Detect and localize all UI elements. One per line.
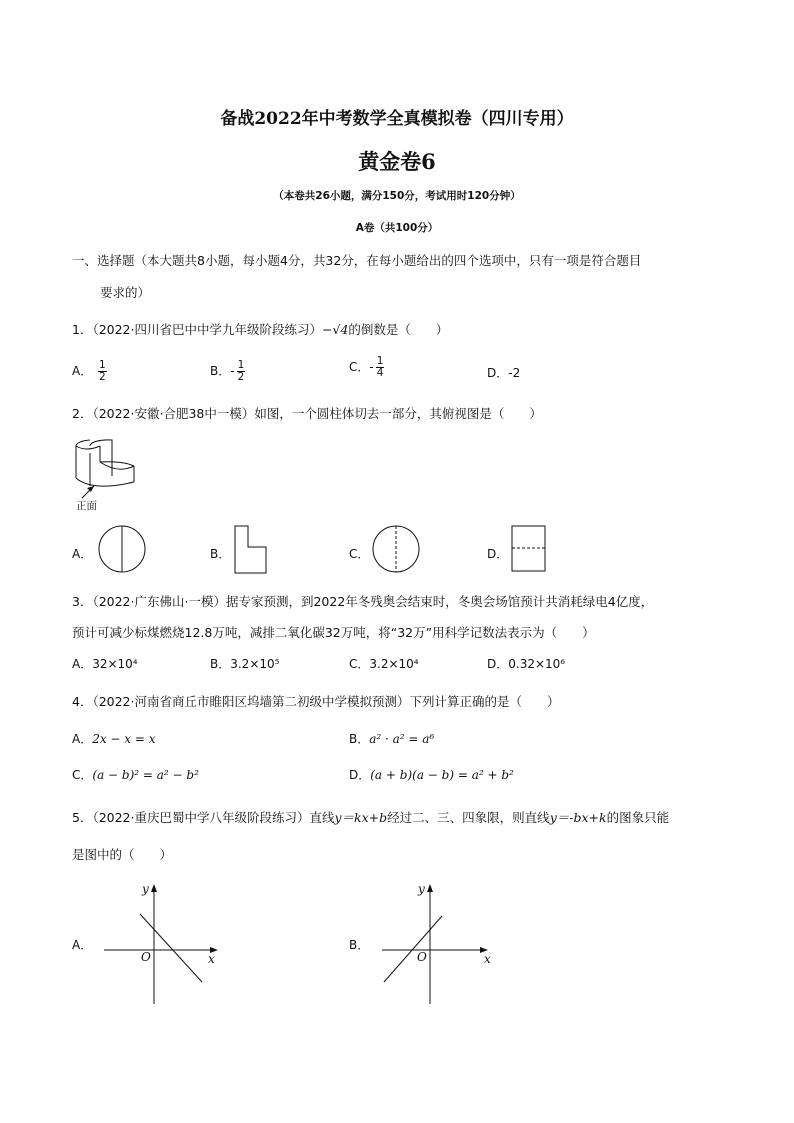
q1-a-denominator: 2 <box>99 371 106 383</box>
q5-b-axis-x: x <box>484 952 491 966</box>
q1-option-c[interactable] <box>349 356 384 379</box>
q2-option-c-label[interactable]: C． <box>349 547 370 561</box>
q1-c-numerator: 1 <box>376 355 384 367</box>
q4-option-b[interactable] <box>349 730 434 747</box>
q1-option-d[interactable] <box>487 364 520 381</box>
q1-option-a-fraction <box>98 360 107 383</box>
q1-option-c-fraction <box>376 356 385 379</box>
q4-stem: 4．（2022·河南省商丘市睢阳区坞墙第二初级中学模拟预测）下列计算正确的是（ ） <box>72 694 560 709</box>
q5-option-b-label[interactable]: B． <box>349 938 370 952</box>
q1-b-denominator: 2 <box>237 371 245 383</box>
q1-option-a-label: A． <box>72 364 93 378</box>
q4-option-c-label: C． <box>72 768 93 782</box>
q4-option-d-label: D． <box>349 768 371 782</box>
q3-option-d[interactable]: D．0.32×10⁶ <box>487 657 566 671</box>
q1-option-d-value: -2 <box>508 366 521 380</box>
q5-a-axis-x: x <box>208 952 215 966</box>
q5-option-a-graph[interactable] <box>100 880 230 1010</box>
q1-option-c-sign: - <box>369 360 374 374</box>
section-a-title: A卷（共100分） <box>355 222 439 234</box>
q5-line1 <box>72 808 669 826</box>
q5-line1-mid: 经过二、三、四象限，则直线 <box>387 810 550 825</box>
q1-option-c-label: C． <box>349 360 370 374</box>
q5-line1-prefix: 5．（2022·重庆巴蜀中学八年级阶段练习）直线 <box>72 810 335 825</box>
q5-option-b-graph[interactable] <box>378 880 508 1010</box>
q1-option-d-label: D． <box>487 366 509 380</box>
q1-b-numerator: 1 <box>237 359 245 371</box>
q1-stem <box>72 320 448 338</box>
sub-title: 黄金卷6 <box>358 149 436 174</box>
q5-b-origin: O <box>417 950 427 964</box>
q3-option-a[interactable]: A．32×10⁴ <box>72 657 138 671</box>
q5-expr2: y＝-bx+k <box>549 810 607 825</box>
q4-option-c-expr: (a − b)² = a² − b² <box>92 768 199 782</box>
q4-option-b-label: B． <box>349 732 370 746</box>
q1-option-b[interactable] <box>210 360 245 383</box>
q3-line1: 3．（2022·广东佛山·一模）据专家预测，到2022年冬残奥会结束时，冬奥会场馆预计共消耗绿电4亿度， <box>72 594 654 609</box>
section1-line2: 要求的） <box>100 285 151 300</box>
q2-option-b-label[interactable]: B． <box>210 547 231 561</box>
q2-stem: 2．（2022·安徽·合肥38中一模）如图，一个圆柱体切去一部分，其俯视图是（ ） <box>72 406 542 421</box>
q4-option-d-expr: (a + b)(a − b) = a² + b² <box>370 768 514 782</box>
q2-option-b-figure[interactable] <box>234 525 268 575</box>
q3-line2: 预计可减少标煤燃烧12.8万吨，减排二氧化碳32万吨，将“32万”用科学记数法表示为（ ） <box>72 625 595 640</box>
q1-a-numerator: 1 <box>99 359 106 371</box>
q2-front-label: 正面 <box>76 500 97 512</box>
q4-option-a-expr: 2x − x = x <box>92 732 156 746</box>
q2-option-c-figure[interactable] <box>372 525 422 575</box>
q1-option-b-fraction <box>237 360 246 383</box>
q1-option-b-sign: - <box>230 364 235 378</box>
q1-option-a[interactable] <box>72 360 107 383</box>
q4-option-c[interactable] <box>72 766 199 783</box>
section1-line1: 一、选择题（本大题共8小题，每小题4分，共32分，在每小题给出的四个选项中，只有一项是符合题目 <box>72 253 642 268</box>
q4-option-a-label: A． <box>72 732 93 746</box>
q3-option-b[interactable]: B．3.2×10⁵ <box>210 657 280 671</box>
q5-a-origin: O <box>141 950 151 964</box>
q2-option-d-label[interactable]: D． <box>487 547 509 561</box>
q1-stem-prefix: 1．（2022·四川省巴中中学九年级阶段练习） <box>72 322 322 337</box>
q1-expression: −√4 <box>322 322 349 337</box>
q5-option-a-label[interactable]: A． <box>72 938 93 952</box>
q4-option-a[interactable] <box>72 730 156 747</box>
q2-option-a-figure[interactable] <box>98 525 148 575</box>
q1-option-b-label: B． <box>210 364 231 378</box>
q1-c-denominator: 4 <box>376 367 384 379</box>
q5-line2: 是图中的（ ） <box>72 847 173 862</box>
main-title: 备战2022年中考数学全真模拟卷（四川专用） <box>220 109 574 129</box>
q1-stem-suffix: 的倒数是（ ） <box>348 322 449 337</box>
q5-a-axis-y: y <box>142 882 149 896</box>
q5-expr1: y＝kx+b <box>334 810 388 825</box>
q2-option-d-figure[interactable] <box>511 525 547 573</box>
q3-option-c[interactable]: C．3.2×10⁴ <box>349 657 419 671</box>
q2-option-a-label[interactable]: A． <box>72 547 93 561</box>
exam-note: （本卷共26小题，满分150分，考试用时120分钟） <box>273 190 521 202</box>
q5-line1-suffix: 的图象只能 <box>606 810 670 825</box>
q4-option-b-expr: a² · a² = a⁶ <box>369 732 435 746</box>
q5-b-axis-y: y <box>418 882 425 896</box>
q4-option-d[interactable] <box>349 766 514 783</box>
